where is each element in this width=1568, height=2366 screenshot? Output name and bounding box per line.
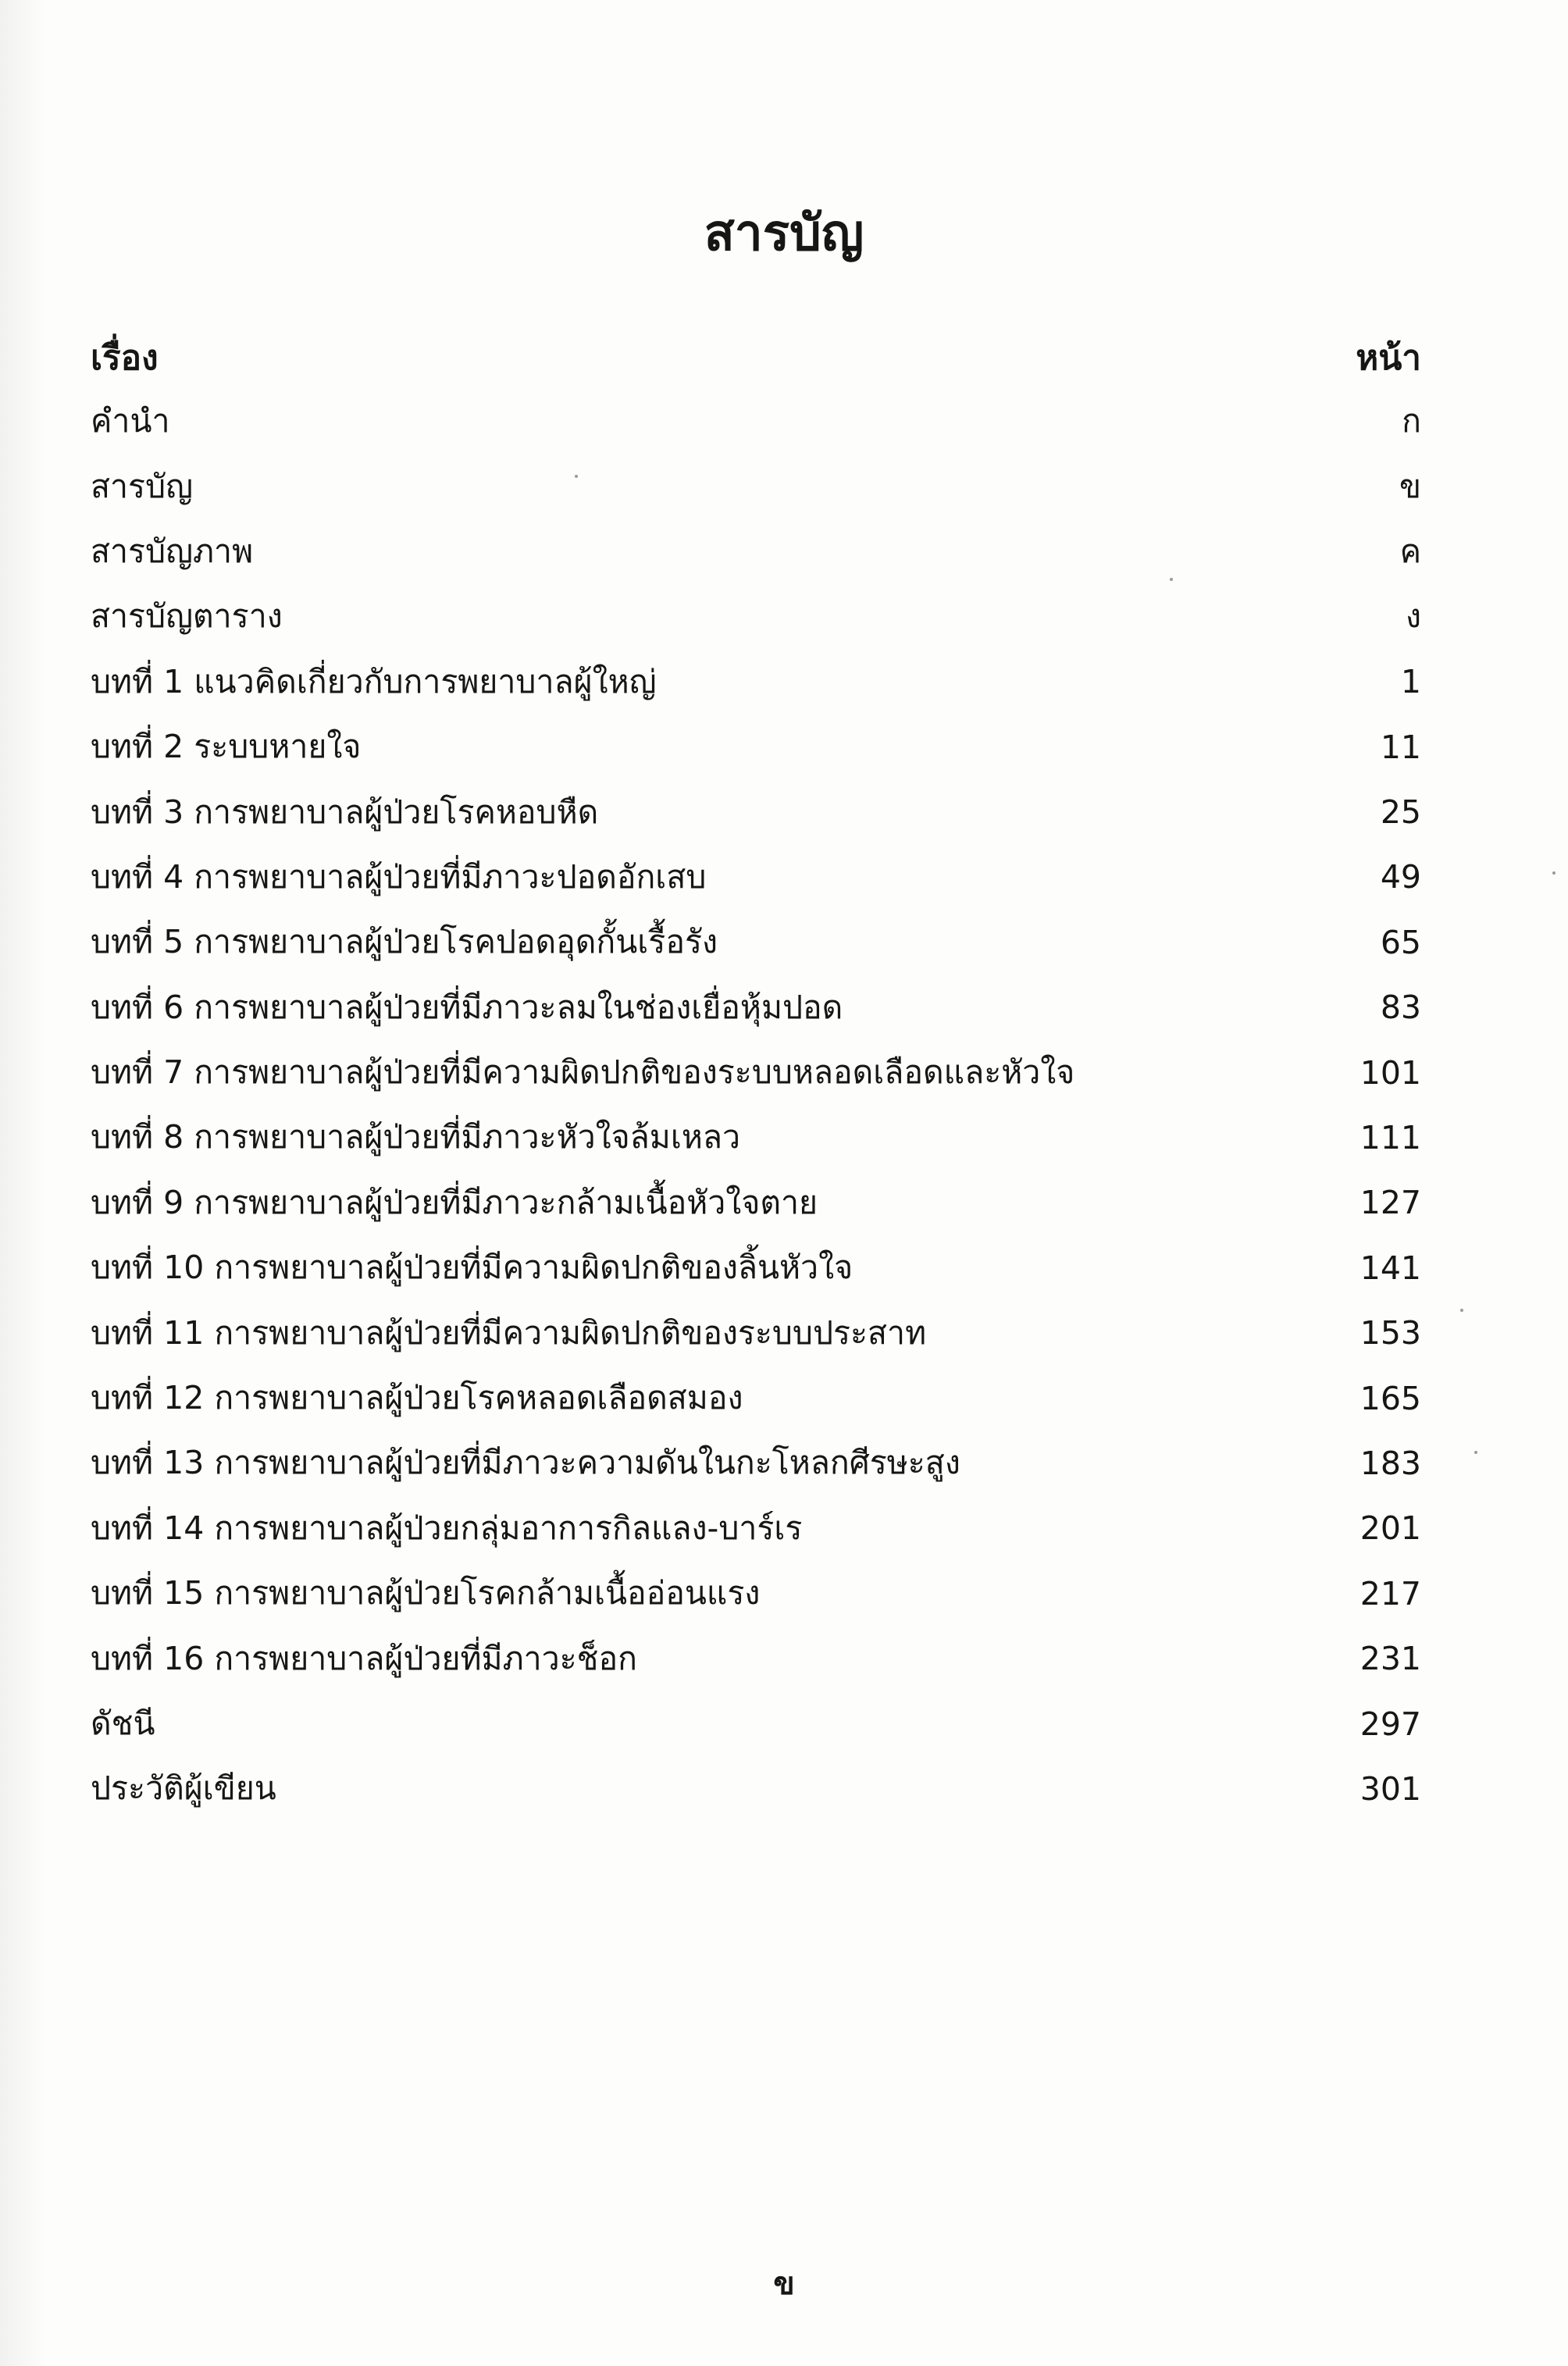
- toc-entry: [91, 650, 1421, 714]
- toc-entry-title: บทที่ 4 การพยาบาลผู้ป่วยที่มีภาวะปอดอักเสบ: [91, 857, 707, 896]
- toc-entry-page: 165: [1360, 1379, 1421, 1417]
- toc-entry-page: 183: [1360, 1444, 1421, 1482]
- toc-entry-page: 141: [1360, 1249, 1421, 1287]
- toc-entry: [91, 714, 1421, 779]
- toc-entry-title: บทที่ 10 การพยาบาลผู้ป่วยที่มีความผิดปกติของลิ้นหัวใจ: [91, 1249, 853, 1287]
- toc-entry-page: 65: [1380, 923, 1421, 961]
- toc-entry: [91, 1366, 1421, 1431]
- toc-entry-page: 101: [1360, 1053, 1421, 1092]
- toc-entry-title: บทที่ 7 การพยาบาลผู้ป่วยที่มีความผิดปกติของระบบหลอดเลือดและหัวใจ: [91, 1053, 1075, 1092]
- toc-entry-title: บทที่ 8 การพยาบาลผู้ป่วยที่มีภาวะหัวใจล้มเหลว: [91, 1118, 741, 1156]
- toc-entry-page: 25: [1380, 793, 1421, 832]
- toc-entry-title: สารบัญภาพ: [91, 532, 254, 570]
- toc-entry: [91, 389, 1421, 454]
- toc-entry-page: 49: [1380, 858, 1421, 896]
- toc-entry-title: ดัชนี: [91, 1705, 155, 1742]
- toc-header: [91, 326, 1421, 389]
- scan-speck: [1552, 871, 1556, 875]
- toc-entry-title: บทที่ 2 ระบบหายใจ: [91, 728, 362, 766]
- toc-entry-title: บทที่ 13 การพยาบาลผู้ป่วยที่มีภาวะความดันในกะโหลกศีรษะสูง: [91, 1444, 960, 1482]
- toc-entry-title: ประวัติผู้เขียน: [91, 1769, 276, 1808]
- toc-entry: [91, 779, 1421, 844]
- toc-entry-page: 11: [1380, 728, 1421, 766]
- toc-entry-title: บทที่ 12 การพยาบาลผู้ป่วยโรคหลอดเลือดสมอง: [91, 1379, 743, 1417]
- toc-entry: [91, 1691, 1421, 1756]
- toc-entry-page: 83: [1380, 989, 1421, 1027]
- toc-entry: [91, 1626, 1421, 1691]
- toc-entry-page: ข: [1399, 467, 1421, 505]
- toc-entry-title: คำนำ: [91, 402, 170, 440]
- toc-entry-title: บทที่ 6 การพยาบาลผู้ป่วยที่มีภาวะลมในช่องเยื่อหุ้มปอด: [91, 988, 843, 1026]
- page-column-label: หน้า: [1356, 338, 1421, 378]
- toc-entry-title: บทที่ 3 การพยาบาลผู้ป่วยโรคหอบหืด: [91, 793, 599, 831]
- toc-entry-title: บทที่ 9 การพยาบาลผู้ป่วยที่มีภาวะกล้ามเนื้อหัวใจตาย: [91, 1183, 818, 1221]
- toc-entry-title: สารบัญตาราง: [91, 597, 283, 636]
- toc-entry: [91, 519, 1421, 584]
- page-title: สารบัญ: [704, 205, 864, 262]
- toc-entry-page: 1: [1400, 663, 1421, 701]
- topic-column-label: เรื่อง: [91, 338, 159, 378]
- toc-entry-title: บทที่ 5 การพยาบาลผู้ป่วยโรคปอดอุดกั้นเรื้อรัง: [91, 923, 718, 961]
- toc-list: [91, 389, 1421, 1822]
- footer-page-number: ข: [773, 2266, 795, 2302]
- toc-entry-page: 231: [1360, 1640, 1421, 1678]
- toc-entry-page: 153: [1360, 1314, 1421, 1352]
- toc-entry-page: 297: [1360, 1705, 1421, 1743]
- toc-entry-title: สารบัญ: [91, 467, 194, 505]
- toc-entry: [91, 1496, 1421, 1561]
- toc-entry-title: บทที่ 1 แนวคิดเกี่ยวกับการพยาบาลผู้ใหญ่: [91, 662, 657, 700]
- toc-entry: [91, 845, 1421, 910]
- toc-entry: [91, 1756, 1421, 1821]
- toc-entry-page: 127: [1360, 1184, 1421, 1222]
- toc-entry-page: 111: [1360, 1118, 1421, 1156]
- toc-entry: [91, 1105, 1421, 1170]
- scan-speck: [1460, 1309, 1463, 1312]
- toc-entry-page: ค: [1399, 532, 1421, 570]
- toc-entry-title: บทที่ 14 การพยาบาลผู้ป่วยกลุ่มอาการกิลแลง-บาร์เร: [91, 1509, 803, 1547]
- toc-entry: [91, 1235, 1421, 1300]
- toc-entry: [91, 1040, 1421, 1105]
- toc-entry: [91, 910, 1421, 975]
- toc-entry: [91, 454, 1421, 518]
- toc-entry-title: บทที่ 16 การพยาบาลผู้ป่วยที่มีภาวะช็อก: [91, 1639, 637, 1677]
- toc-entry-title: บทที่ 11 การพยาบาลผู้ป่วยที่มีความผิดปกติของระบบประสาท: [91, 1313, 927, 1352]
- toc-entry: [91, 975, 1421, 1040]
- toc-entry: [91, 1431, 1421, 1495]
- toc-entry: [91, 1561, 1421, 1626]
- toc-entry-page: ก: [1402, 402, 1421, 440]
- scan-speck: [1474, 1451, 1477, 1454]
- toc-entry: [91, 1300, 1421, 1365]
- toc-entry-page: 301: [1360, 1769, 1421, 1808]
- toc-entry-title: บทที่ 15 การพยาบาลผู้ป่วยโรคกล้ามเนื้ออ่อนแรง: [91, 1574, 761, 1612]
- scan-speck: [575, 475, 578, 478]
- toc-entry: [91, 584, 1421, 649]
- toc-entry-page: 217: [1360, 1574, 1421, 1612]
- toc-entry-page: 201: [1360, 1509, 1421, 1548]
- page-edge-shade: [0, 0, 47, 2366]
- scan-speck: [1170, 578, 1173, 581]
- toc-entry-page: ง: [1405, 597, 1421, 636]
- toc-entry: [91, 1171, 1421, 1235]
